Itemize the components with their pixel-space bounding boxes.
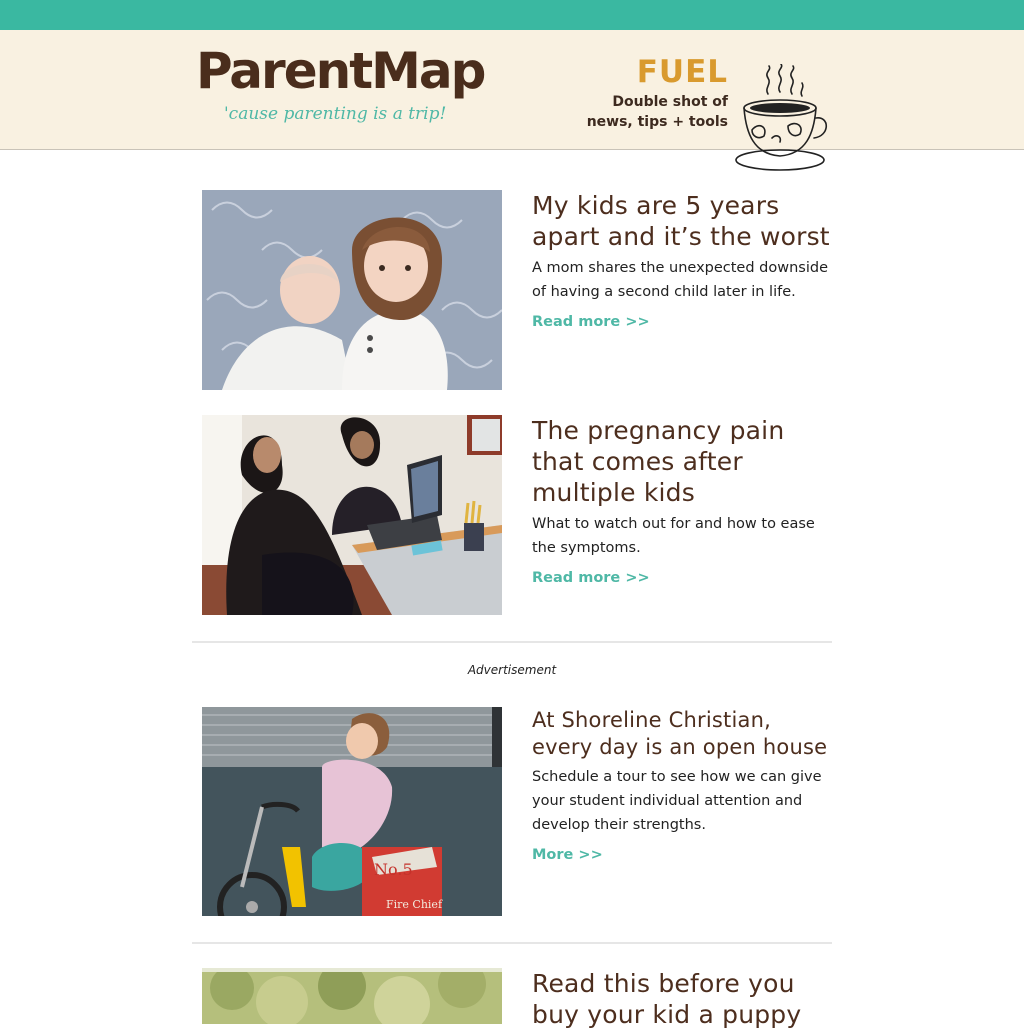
parentmap-logo[interactable]: ParentMap [196, 42, 485, 100]
article-text [532, 968, 832, 1030]
read-more-link[interactable]: Read more >> [532, 570, 650, 586]
advertisement-description: Schedule a tour to see how we can give your student individual attention and develop their strengths. [532, 769, 822, 833]
article-image[interactable] [202, 190, 502, 390]
article-description: What to watch out for and how to ease the symptoms. [532, 516, 815, 556]
fuel-subtitle-line1: Double shot of [612, 94, 728, 110]
section-divider [192, 942, 832, 944]
article-title[interactable]: My kids are 5 years apart and it’s the worst [532, 191, 830, 251]
article-title[interactable]: The pregnancy pain that comes after multiple kids [532, 416, 785, 507]
trike-number-text: No.5 [374, 860, 413, 879]
fuel-subtitle-line2: news, tips + tools [586, 114, 728, 130]
coffee-cup-icon [734, 64, 830, 174]
advertisement-label: Advertisement [467, 663, 557, 677]
article-image[interactable] [202, 968, 502, 1024]
advertisement-image[interactable] [202, 707, 502, 916]
more-link[interactable]: More >> [532, 847, 603, 863]
article-text [532, 190, 832, 330]
top-accent-bar [0, 0, 1024, 30]
advertisement-text [532, 707, 832, 863]
newsletter-header [0, 30, 1024, 150]
logo-tagline: 'cause parenting is a trip! [224, 104, 447, 124]
fuel-subtitle [560, 92, 728, 132]
article-text [532, 415, 832, 586]
read-more-link[interactable]: Read more >> [532, 314, 650, 330]
article-image[interactable] [202, 415, 502, 615]
fuel-title: FUEL [636, 54, 728, 90]
trike-label-text: Fire Chief [386, 898, 443, 911]
section-divider [192, 641, 832, 643]
advertisement-title[interactable]: At Shoreline Christian, every day is an open house [532, 708, 828, 759]
article-title[interactable]: Read this before you buy your kid a puppy [532, 969, 802, 1029]
article-description: A mom shares the unexpected downside of having a second child later in life. [532, 260, 828, 300]
